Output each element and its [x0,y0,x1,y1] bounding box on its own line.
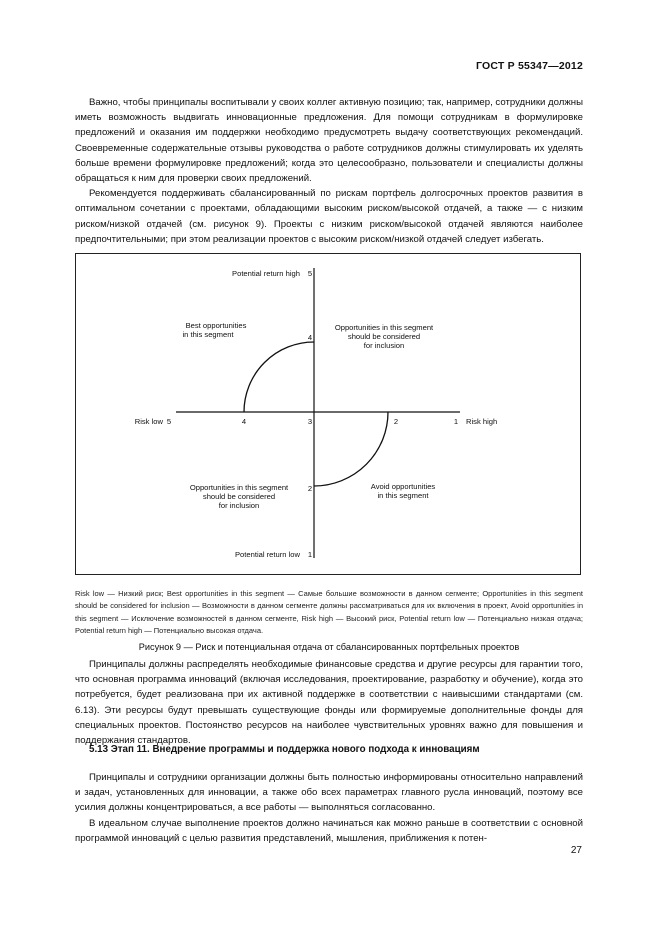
y-top-label: Potential return high [232,269,300,278]
resources-text [75,657,583,748]
risk-return-diagram [76,254,580,574]
quadrant-top-right-line: should be considered [347,332,421,341]
x-tick: 4 [241,417,247,426]
paragraph: Важно, чтобы принципалы воспитывали у своих коллег активную позицию; так, например, сотрудники должны иметь возможность выдвигать инновационные предложения. Для помощи сотрудникам в формулировке предложений и оказания им поддержки необходимо предусмотреть выдачу соответствующих рекомендаций. Своевременные содержательные отзывы руководства о работе сотрудников должны стимулировать их уделять больше времени формулировке предложений; когда это целесообразно, пользователи и специалисты должны обращаться к ним для проверки своих предложений. [75,97,583,185]
avoid-opportunities-arc [314,412,388,486]
quadrant-bottom-left-line: Opportunities in this segment [189,483,289,492]
page-number: 27 [570,845,582,856]
section-text [75,770,583,846]
paragraph: Рекомендуется поддерживать сбалансированный по рискам портфель долгосрочных проектов развития в оптимальном сочетании с проектами, обладающими высоким риском/высокой отдачей, а также — с низким риском/низкой отдачей (см. рисунок 9). Проекты с низким риском/высокой отдачей являются наиболее предпочтительными; при этом реализации проектов с высоким риском/низкой отдачей следует избегать. [75,188,583,245]
best-opportunities-arc [244,342,314,412]
figure-caption: Рисунок 9 — Риск и потенциальная отдача от сбалансированных портфельных проектов [138,642,520,652]
quadrant-bottom-left-line: for inclusion [218,501,260,510]
y-tick: 1 [307,550,313,559]
y-tick: 4 [307,333,313,342]
quadrant-top-right-line: for inclusion [363,341,405,350]
y-tick: 5 [307,269,313,278]
quadrant-top-left-line: in this segment [182,330,234,339]
risk-return-figure [75,253,581,575]
intro-text [75,95,583,247]
quadrant-top-left-line: Best opportunities [185,321,247,330]
section-heading: 5.13 Этап 11. Внедрение программы и поддержка нового подхода к инновациям [89,744,480,755]
quadrant-bottom-left-line: should be considered [202,492,276,501]
document-header: ГОСТ Р 55347—2012 [475,60,583,72]
x-tick: 2 [393,417,399,426]
y-bottom-label: Potential return low [234,550,300,559]
paragraph: В идеальном случае выполнение проектов должно начинаться как можно раньше в соответствии с основной программой инноваций с целью развития представлений, мышления, приближения к потен- [75,817,583,844]
figure-legend: Risk low — Низкий риск; Best opportunities in this segment — Самые большие возможности в данном сегменте; Opportunities in this segment should be considered for inclusion — Возможности в данном сегменте должны рассматриваться для их включения в проект, Avoid opportunities in this segment — Исключение возможностей в данном сегменте, Risk high — Высокий риск, Potential return low — Потенциально низкая отдача; Potential return high — Потенциально высокая отдача. [75,589,583,636]
x-tick: 5 [166,417,172,426]
quadrant-bottom-right-line: Avoid opportunities [370,482,436,491]
paragraph: Принципалы и сотрудники организации должны быть полностью информированы относительно направлений и задач, установленных для инновации, а также обо всех параметрах главного русла инноваций, поэтому все усилия должны концентрироваться, а все работы — выполняться согласованно. [75,772,583,814]
x-right-label: Risk high [466,417,498,426]
quadrant-bottom-right-line: in this segment [377,491,429,500]
x-left-label: Risk low [134,417,163,426]
x-tick: 1 [453,417,459,426]
x-tick: 3 [307,417,313,426]
quadrant-top-right-line: Opportunities in this segment [334,323,434,332]
y-tick: 2 [307,484,313,493]
paragraph: Принципалы должны распределять необходимые финансовые средства и другие ресурсы для гарантии того, что основная программа инноваций (включая исследования, проектирование, разработку и обучение), когда это потребуется, будет реализована при их активной поддержке в соответствии с наивысшими стандартами (см. 6.13). Эти ресурсы будут превышать существующие фонды или формируемые дополнительные фонды для специальных проектов. Постоянство ресурсов на наиболее чувствительных уровнях важно для повышения и поддержания стандартов. [75,659,583,747]
